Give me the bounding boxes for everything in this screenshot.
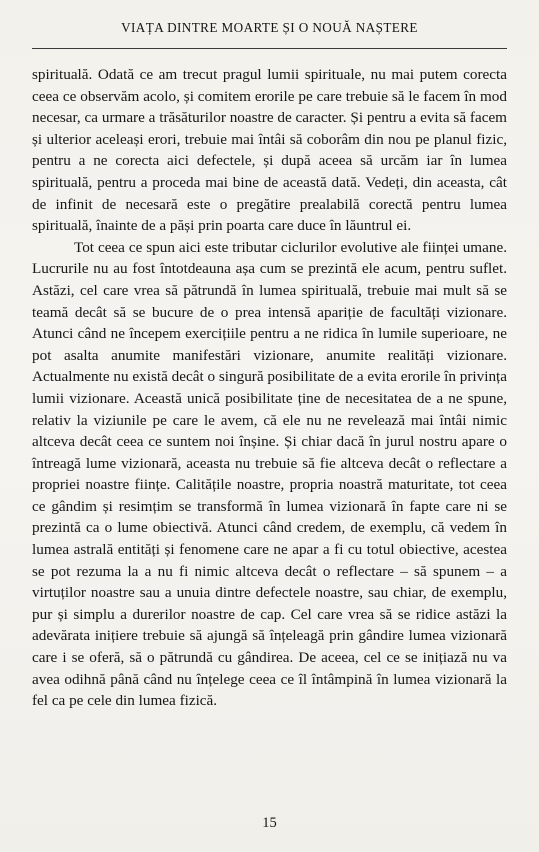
header-rule bbox=[32, 48, 507, 49]
running-head: VIAȚA DINTRE MOARTE ȘI O NOUĂ NAȘTERE bbox=[121, 20, 418, 35]
paragraph: Tot ceea ce spun aici este tributar ciclurilor evolutive ale ființei umane. Lucrurile nu au fost întotdeauna așa cum se prezintă ele acum, pentru suflet. Astăzi, cel care vrea să pătrundă în lumea spirituală, trebuie mai mult să se teamă decât să se bucure de o prea intensă apariție de facultăți vizionare. Atunci când ne începem exercițiile pentru a ne ridica în lumile superioare, ne pot asalta anumite manifestări vizionare, anumite realități vizionare. Actualmente nu există decât o singură posibilitate de a evita erorile în privința lumii vizionare. Această unică posibilitate ține de necesitatea de a ne spune, relativ la viziunile pe care le avem, că ele nu ne revelează mai întâi nimic altceva decât ceea ce suntem noi înșine. Și chiar dacă în jurul nostru apare o întreagă lume vizionară, aceasta nu trebuie să fie altceva decât o reflectare a propriei noastre ființe. Calitățile noastre, propria noastră maturitate, tot ceea ce gândim și resimțim se transformă în lumea vizionară în fapte care ni se prezintă ca o lume obiectivă. Atunci când credem, de exemplu, că vedem în lumea astrală entități și fenomene care ne apar a fi cu totul obiective, acestea se pot rezuma la a nu fi nimic altceva decât o reflectare – să spunem – a virtuților noastre sau a unuia dintre defectele noastre, sau chiar, de exemplu, pur și simplu a durerilor noastre de cap. Cel care vrea să se ridice astăzi la adevărata inițiere trebuie să ajungă să înțeleagă prin gândire lumea vizionară care i se oferă, să o pătrundă cu gândirea. De aceea, cel ce se inițiază nu va avea odihnă până când nu înțelege ceea ce îl întâmpină în lumea vizionară la fel ca pe cele din lumea fizică. bbox=[32, 238, 507, 710]
body-text bbox=[32, 64, 507, 712]
page-number: 15 bbox=[262, 815, 277, 831]
paragraph-continued: spirituală. Odată ce am trecut pragul lumii spirituale, nu mai putem corecta ceea ce observăm acolo, și comitem erorile pe care trebuie să le facem în mod necesar, ca urmare a trăsăturilor noastre de caracter. Și pentru a evita să facem și ulterior aceleași erori, trebuie mai întâi să coborâm din nou pe planul fizic, pentru a ne corecta aici defectele, și după aceea să urcăm iar în lumea spirituală, pentru a proceda mai bine de această dată. Vedeți, din aceasta, cât de infinit de necesară este o pregătire prealabilă corectă pentru lumea spirituală, înainte de a păși prin poarta care duce în lăuntrul ei. bbox=[32, 66, 507, 235]
